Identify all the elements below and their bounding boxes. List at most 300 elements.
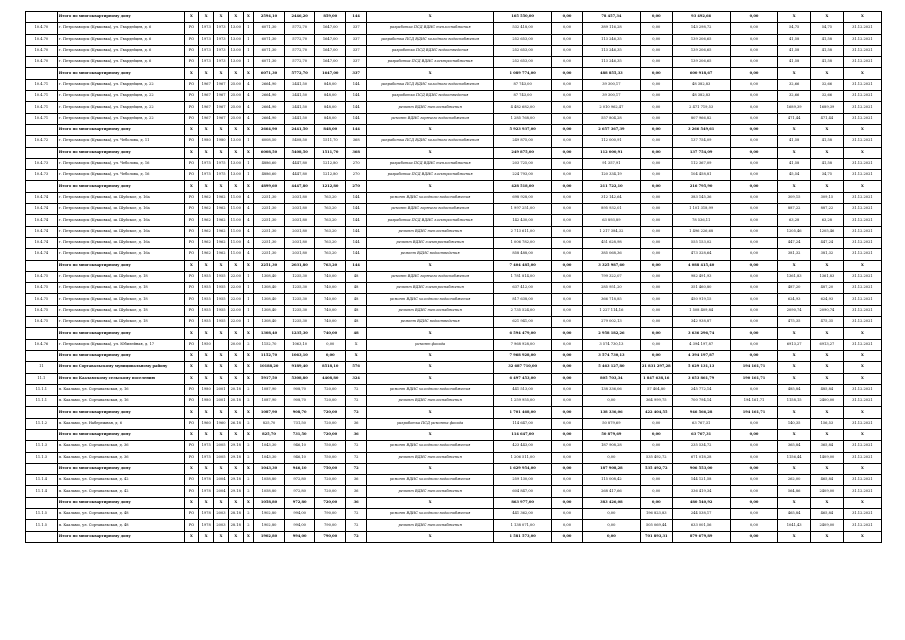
table-cell: 1 496 226,68 [672, 226, 730, 237]
table-cell: 366 718,85 [582, 294, 640, 305]
table-cell: 10.4.71 [26, 91, 58, 102]
table-cell: 31.12.2021 [843, 237, 881, 248]
table-cell: 0,00 [552, 305, 583, 316]
table-cell: 1 [243, 158, 254, 169]
table-cell: 671 018,28 [672, 452, 730, 463]
table-cell: X [843, 497, 881, 508]
table-cell: 1975 [199, 441, 214, 452]
table-cell: 1975 [199, 452, 214, 463]
table-cell: 2 [243, 418, 254, 429]
table-cell: 31.12.2021 [843, 170, 881, 181]
table-cell: 31.12.2021 [843, 215, 881, 226]
table-cell: 112 000,91 [582, 147, 640, 158]
table-cell: РО [184, 215, 199, 226]
table-row [26, 283, 882, 294]
table-cell: 1967 [214, 113, 229, 124]
table-cell: X [184, 328, 199, 339]
table-cell: 720,00 [315, 497, 346, 508]
table-cell: 1 [243, 136, 254, 147]
table-cell: 0,00 [730, 294, 778, 305]
table-cell: 48 [346, 283, 367, 294]
table-cell: 0,00 [730, 34, 778, 45]
table-cell: 2 958 182,26 [582, 328, 640, 339]
table-cell: 2031,80 [284, 249, 315, 260]
table-cell: 0,00 [552, 531, 583, 542]
table-cell: 441 513,00 [494, 384, 552, 395]
table-cell: 1978 [199, 509, 214, 520]
table-cell: 1 227 114,16 [582, 305, 640, 316]
table-cell: РО [184, 91, 199, 102]
table-cell [26, 68, 58, 79]
table-cell: 11 [26, 362, 58, 373]
table-cell: 807 966,82 [672, 113, 730, 124]
table-cell: 2 [243, 486, 254, 497]
table-cell: РО [184, 158, 199, 169]
table-cell: 4 [243, 249, 254, 260]
table-cell [26, 147, 58, 158]
table-cell: 0,00 [730, 91, 778, 102]
table-cell: 0,00 [640, 68, 672, 79]
table-cell: ремонт ВДИС теплоснабжения [367, 452, 494, 463]
table-cell: 36 [346, 486, 367, 497]
table-cell: 187 908,28 [582, 441, 640, 452]
table-cell: X [214, 12, 229, 23]
table-cell: разработка ПСД ВДИС электроснабжения [367, 215, 494, 226]
table-cell: 1967 [199, 91, 214, 102]
table-cell: 450 919,15 [672, 294, 730, 305]
table-cell: 972,80 [284, 475, 315, 486]
table-cell: 1043,30 [254, 452, 285, 463]
table-cell: разработка ПСД ВДИС электроснабжения [367, 170, 494, 181]
table-cell: 487,20 [778, 283, 811, 294]
table-cell: 5 629 131,13 [672, 362, 730, 373]
table-cell: 972,80 [284, 486, 315, 497]
table-cell: 0,00 [730, 441, 778, 452]
table-cell: 26.18 [228, 418, 243, 429]
table-cell: 1967 [199, 113, 214, 124]
table-cell: 50 879,69 [582, 418, 640, 429]
table-cell: 383 145,36 [672, 192, 730, 203]
table-cell: X [778, 12, 811, 23]
table-cell: X [346, 339, 367, 350]
table-cell: X [778, 147, 811, 158]
table-cell: 1967 [199, 79, 214, 90]
table-cell: X [243, 362, 254, 373]
table-cell: 31.12.2021 [843, 339, 881, 350]
table-cell: 368 [346, 147, 367, 158]
table-cell: 0,00 [315, 350, 346, 361]
table-cell: 4 088 415,40 [672, 260, 730, 271]
table-cell: 337 [346, 23, 367, 34]
table-cell: 428 518,00 [494, 181, 552, 192]
table-cell: 1962 [214, 204, 229, 215]
table-cell: 1041,43 [778, 520, 811, 531]
table-cell: 72 [346, 396, 367, 407]
table-cell: 1 217 384,32 [582, 226, 640, 237]
table-cell: РО [184, 237, 199, 248]
total-row [26, 147, 882, 158]
table-row [26, 45, 882, 56]
table-cell: 5772,70 [284, 34, 315, 45]
table-cell: 216 795,90 [672, 181, 730, 192]
table-cell: 2664,90 [254, 102, 285, 113]
table-cell: 0,00 [552, 463, 583, 474]
table-cell: X [199, 181, 214, 192]
table-cell: 763,20 [315, 249, 346, 260]
table-cell: 1 997 251,00 [494, 204, 552, 215]
table-cell: 1973 [214, 23, 229, 34]
table-cell: 1235,30 [284, 283, 315, 294]
table-cell: 63,28 [811, 215, 844, 226]
table-cell: ремонт ВДИС теплоснабжения [367, 226, 494, 237]
table-row [26, 305, 882, 316]
table-cell: 0,00 [640, 305, 672, 316]
table-cell: 13.00 [228, 23, 243, 34]
table-cell: 740,00 [315, 328, 346, 339]
table-row [26, 441, 882, 452]
table-cell: ремонт ВДИС горячего водоснабжения [367, 271, 494, 282]
table-cell: 0,00 [640, 260, 672, 271]
table-cell: 2251,30 [254, 226, 285, 237]
table-cell: X [243, 429, 254, 440]
table-cell: 2664,90 [254, 79, 285, 90]
table-cell: РО [184, 441, 199, 452]
table-cell: X [346, 350, 367, 361]
table-row [26, 79, 882, 90]
table-cell: 1975 [199, 170, 214, 181]
table-cell: 5772,70 [284, 45, 315, 56]
table-cell: 2 [243, 509, 254, 520]
table-cell: X [184, 407, 199, 418]
table-row [26, 384, 882, 395]
table-cell: 31.12.2021 [843, 520, 881, 531]
table-cell: 93 492,66 [672, 12, 730, 23]
table-cell: X [778, 531, 811, 542]
table-cell: 637 412,00 [494, 283, 552, 294]
table-cell: 22.00 [228, 271, 243, 282]
table-cell: 63 767,31 [672, 418, 730, 429]
table-cell: 252 653,00 [494, 57, 552, 68]
total-row [26, 260, 882, 271]
table-cell: разработка ПСД ВДИС холодного водоснабжения [367, 34, 494, 45]
table-cell: 1 [243, 271, 254, 282]
table-cell: п. Кааламо, ул. Сортавальская, д. 48 [57, 509, 184, 520]
table-cell: X [778, 350, 811, 361]
table-cell: 1955 [214, 271, 229, 282]
table-row [26, 113, 882, 124]
table-cell: 799 322,07 [582, 271, 640, 282]
table-cell: 1058,80 [254, 497, 285, 508]
table-row [26, 170, 882, 181]
table-cell: 2251,30 [254, 192, 285, 203]
table-cell: X [811, 260, 844, 271]
table-cell: 0,00 [640, 113, 672, 124]
table-cell: 144 [346, 226, 367, 237]
table-cell: 48 [346, 271, 367, 282]
table-cell: 473 328,64 [672, 249, 730, 260]
table-cell: 5 463 127,80 [582, 362, 640, 373]
table-cell: 0,00 [730, 475, 778, 486]
table-cell: 31.12.2021 [843, 158, 881, 169]
table-cell: X [778, 497, 811, 508]
table-cell: 700 794,14 [672, 396, 730, 407]
table-cell: Итого по многоквартирному дому [57, 147, 184, 158]
table-cell: 285 951,20 [582, 283, 640, 294]
table-cell: 1511,70 [315, 136, 346, 147]
table-cell: 1058,80 [254, 486, 285, 497]
table-cell: X [243, 68, 254, 79]
table-cell: 54,75 [778, 23, 811, 34]
table-cell: 1087,90 [254, 384, 285, 395]
table-cell: 2004 [214, 475, 229, 486]
table-cell: 249 875,00 [494, 136, 552, 147]
table-cell: 31.12.2021 [843, 294, 881, 305]
table-cell: X [214, 463, 229, 474]
table-cell: 0,00 [640, 181, 672, 192]
table-cell: РО [184, 136, 199, 147]
table-cell: 11.1.1 [26, 384, 58, 395]
table-cell: 365,84 [778, 441, 811, 452]
table-cell: X [184, 497, 199, 508]
table-cell: 0,00 [552, 226, 583, 237]
table-cell: 41,58 [778, 57, 811, 68]
table-cell: 11.00 [228, 204, 243, 215]
table-cell: 41,58 [811, 45, 844, 56]
table-cell: 25.00 [228, 91, 243, 102]
table-cell: 142 430,00 [494, 215, 552, 226]
table-cell: 600 918,67 [672, 68, 730, 79]
table-cell: X [843, 124, 881, 135]
table-cell: 0,00 [552, 170, 583, 181]
table-cell: 0,00 [582, 520, 640, 531]
table-cell: 1235,30 [284, 271, 315, 282]
table-cell: 4 [243, 215, 254, 226]
table-cell: 2031,80 [284, 237, 315, 248]
table-cell: 0,00 [640, 158, 672, 169]
table-cell: 485,84 [778, 384, 811, 395]
table-cell: 0,00 [552, 45, 583, 56]
table-cell: 1973 [199, 57, 214, 68]
table-cell: 1158,15 [778, 396, 811, 407]
table-cell: 31.12.2021 [843, 34, 881, 45]
table-cell: 0,00 [552, 350, 583, 361]
table-cell: РО [184, 283, 199, 294]
table-cell: X [243, 497, 254, 508]
table-cell: X [243, 260, 254, 271]
table-cell: X [214, 260, 229, 271]
table-row [26, 34, 882, 45]
table-cell: 720,00 [315, 429, 346, 440]
table-cell: 10.4.74 [26, 237, 58, 248]
table-cell: 0,00 [730, 260, 778, 271]
table-cell: X [228, 350, 243, 361]
table-cell: X [243, 373, 254, 384]
table-cell: 1967 [214, 102, 229, 113]
table-cell: Итого по многоквартирному дому [57, 463, 184, 474]
table-cell: 0,00 [640, 475, 672, 486]
table-cell: РО [184, 249, 199, 260]
table-cell: 946,10 [284, 463, 315, 474]
table-cell: г. Петрозаводск (Кукковка), ш. Шуйское, д. 18 [57, 317, 184, 328]
table-cell: 78 457,34 [582, 12, 640, 23]
table-cell: 624,93 [778, 294, 811, 305]
table-row [26, 486, 882, 497]
table-cell: 10.4.74 [26, 204, 58, 215]
table-cell: 31.12.2021 [843, 475, 881, 486]
table-cell: X [367, 68, 494, 79]
table-cell: 5 923 937,00 [494, 124, 552, 135]
table-cell: 0,00 [640, 429, 672, 440]
table-cell: 11.00 [228, 226, 243, 237]
table-cell: 0,00 [552, 136, 583, 147]
table-cell: 31.12.2021 [843, 102, 881, 113]
table-cell: X [199, 260, 214, 271]
table-cell: 1212,80 [315, 158, 346, 169]
table-cell: 701 893,31 [640, 531, 672, 542]
table-cell: 4 [243, 192, 254, 203]
table-cell: 11.1.4 [26, 486, 58, 497]
table-cell: 0,00 [552, 23, 583, 34]
table-cell: 31.12.2021 [843, 271, 881, 282]
table-cell: X [843, 350, 881, 361]
table-cell: 1647,00 [315, 23, 346, 34]
table-cell: 63,28 [778, 215, 811, 226]
table-cell: 1955 [199, 305, 214, 316]
table-cell: 36 [346, 497, 367, 508]
table-cell: 0,00 [552, 68, 583, 79]
table-cell: 4 [243, 226, 254, 237]
table-cell: 249 875,00 [494, 147, 552, 158]
table-cell: ремонт ВДИС горячего водоснабжения [367, 204, 494, 215]
table-cell [26, 463, 58, 474]
table-cell: 0,00 [552, 158, 583, 169]
table-cell: г. Петрозаводск (Кукковка), ул. Гвардейцев, д. 22 [57, 102, 184, 113]
table-cell: X [778, 68, 811, 79]
table-cell: X [243, 350, 254, 361]
table-cell: 31.12.2021 [843, 283, 881, 294]
table-cell: X [199, 68, 214, 79]
table-cell: 879 679,89 [672, 531, 730, 542]
table-cell: 0,00 [730, 158, 778, 169]
table-cell: 1235,30 [284, 305, 315, 316]
table-cell: 1 508 409,84 [672, 305, 730, 316]
table-cell: 31.12.2021 [843, 396, 881, 407]
table-cell: 9189,40 [284, 362, 315, 373]
table-cell: 252 653,00 [494, 34, 552, 45]
table-cell: 0,00 [730, 271, 778, 282]
table-cell: разработка ПСД ВДИС водоотведения [367, 45, 494, 56]
table-cell: X [811, 497, 844, 508]
table-cell: 0,00 [552, 57, 583, 68]
table-cell: РО [184, 520, 199, 531]
table-cell: 972,80 [284, 497, 315, 508]
table-cell: 0,00 [640, 441, 672, 452]
table-cell: X [243, 407, 254, 418]
table-cell: X [367, 531, 494, 542]
table-cell: 858 488,00 [494, 249, 552, 260]
table-cell: 22.00 [228, 305, 243, 316]
total-row [26, 124, 882, 135]
table-cell: 0,00 [730, 113, 778, 124]
table-cell: 1980 [199, 396, 214, 407]
table-cell: 11.1.5 [26, 509, 58, 520]
table-cell: 471,44 [778, 113, 811, 124]
table-cell: п. Кааламо, ул. Сортавальская, д. 36 [57, 441, 184, 452]
total-row [26, 531, 882, 542]
table-cell: г. Петрозаводск (Кукковка), ул. Гвардейцев, д. 22 [57, 79, 184, 90]
table-cell: 0,00 [730, 79, 778, 90]
table-cell: 0,00 [552, 509, 583, 520]
table-cell: X [367, 497, 494, 508]
table-cell: 5408,50 [284, 136, 315, 147]
table-cell: 4 394 197,87 [672, 339, 730, 350]
table-cell: 4 [243, 79, 254, 90]
table-cell: 1955 [214, 294, 229, 305]
table-cell: X [811, 147, 844, 158]
table-cell: 36 [346, 418, 367, 429]
table-cell: 0,00 [640, 192, 672, 203]
table-cell: 825,70 [254, 429, 285, 440]
table-cell: 389 116,28 [582, 23, 640, 34]
table-cell: 63 893,89 [582, 215, 640, 226]
table-cell: 48 382,83 [672, 91, 730, 102]
table-cell: РО [184, 305, 199, 316]
table-cell: 11.00 [228, 215, 243, 226]
table-cell: 848,00 [315, 91, 346, 102]
table-cell: 13.00 [228, 45, 243, 56]
table-cell: 39 300,17 [582, 91, 640, 102]
table-cell: 2004 [214, 486, 229, 497]
table-cell: Итого по многоквартирному дому [57, 350, 184, 361]
table-cell: 31.12.2021 [843, 136, 881, 147]
table-cell: X [778, 429, 811, 440]
table-cell: 1955 [199, 283, 214, 294]
table-cell: г. Петрозаводск (Кукковка), ул. Гвардейцев, д. 22 [57, 113, 184, 124]
table-cell: 1043,30 [254, 441, 285, 452]
table-cell: 0,00 [730, 384, 778, 395]
table-cell: 0,00 [552, 452, 583, 463]
table-cell: 2 [243, 384, 254, 395]
table-cell: 385 068,36 [582, 249, 640, 260]
table-cell: 2409,00 [811, 486, 844, 497]
table-cell: 805 703,34 [582, 373, 640, 384]
table-cell: 20.00 [228, 339, 243, 350]
table-cell: 0,00 [730, 57, 778, 68]
table-cell: 2446,20 [284, 12, 315, 23]
table-cell: 1647,00 [315, 57, 346, 68]
table-cell: 1058,80 [254, 475, 285, 486]
table-cell: ремонт фасада [367, 339, 494, 350]
table-cell: 2031,80 [284, 192, 315, 203]
table-cell: Итого по Кааламскому сельскому поселению [57, 373, 184, 384]
table-cell: 0,00 [552, 192, 583, 203]
table-cell: ремонт ВДИС водоотведения [367, 249, 494, 260]
table-cell: X [811, 328, 844, 339]
total-row [26, 181, 882, 192]
table-cell: X [811, 68, 844, 79]
table-cell: 144 [346, 91, 367, 102]
table-cell: X [843, 373, 881, 384]
table-cell: 41,58 [811, 34, 844, 45]
table-cell [26, 12, 58, 23]
total-row [26, 463, 882, 474]
table-cell: 0,00 [640, 79, 672, 90]
table-cell: 1308,40 [254, 328, 285, 339]
table-cell: РО [184, 34, 199, 45]
table-cell: 4 [243, 113, 254, 124]
table-cell: 3 574 730,13 [582, 339, 640, 350]
table-row [26, 215, 882, 226]
